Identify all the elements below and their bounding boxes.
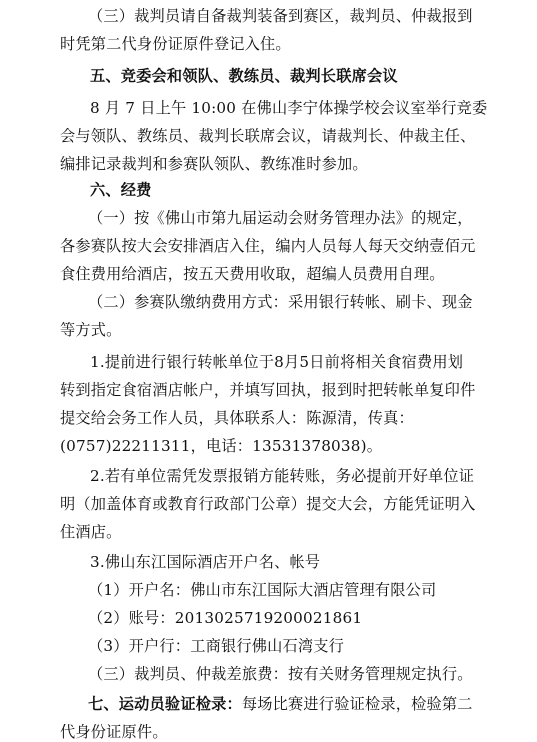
paragraph-line: （三）裁判员、仲裁差旅费：按有关财务管理规定执行。 (88, 665, 473, 683)
paragraph-line: 住酒店。 (60, 523, 122, 541)
section-heading-7: 七、运动员验证检录： (88, 695, 242, 713)
paragraph-line: （1）开户名：佛山市东江国际大酒店管理有限公司 (88, 581, 437, 599)
paragraph-line: （三）裁判员请自备裁判装备到赛区，裁判员、仲裁报到 (88, 7, 473, 25)
section-line-7 (88, 694, 537, 714)
section-heading-6: 六、经费 (90, 181, 152, 199)
paragraph-line: 编排记录裁判和参赛队领队、教练准时参加。 (60, 155, 368, 173)
paragraph-line: 3.佛山东江国际酒店开户名、帐号 (90, 553, 321, 571)
paragraph-line: 各参赛队按大会安排酒店入住，编内人员每人每天交纳壹佰元 (60, 237, 476, 255)
paragraph-line: 时凭第二代身份证原件登记入住。 (60, 35, 291, 53)
paragraph-line: （二）参赛队缴纳费用方式：采用银行转帐、刷卡、现金 (88, 293, 473, 311)
paragraph-line: （2）账号：2013025719200021861 (88, 609, 363, 627)
paragraph-line: 会与领队、教练员、裁判长联席会议，请裁判长、仲裁主任、 (60, 127, 476, 145)
paragraph-line: (0757)22211311，电话：13531378038)。 (60, 437, 383, 455)
paragraph-line: 提交给会务工作人员，具体联系人：陈源清，传真： (60, 409, 414, 427)
section-heading-5: 五、竞委会和领队、教练员、裁判长联席会议 (90, 67, 398, 85)
paragraph-line: 转到指定食宿酒店帐户，并填写回执，报到时把转帐单复印件 (60, 381, 476, 399)
paragraph-line: 代身份证原件。 (60, 723, 168, 741)
paragraph-line: 等方式。 (60, 321, 122, 339)
paragraph-line: （一）按《佛山市第九届运动会财务管理办法》的规定， (88, 209, 473, 227)
section-7-text: 每场比赛进行验证检录，检验第二 (241, 695, 473, 713)
paragraph-line: 2.若有单位需凭发票报销方能转账，务必提前开好单位证 (90, 467, 475, 485)
paragraph-line: 1.提前进行银行转帐单位于8月5日前将相关食宿费用划 (90, 353, 464, 371)
paragraph-line: （3）开户行：工商银行佛山石湾支行 (88, 637, 345, 655)
paragraph-line: 食住费用给酒店，按五天费用收取，超编人员费用自理。 (60, 265, 445, 283)
paragraph-line: 明（加盖体育或教育行政部门公章）提交大会，方能凭证明入 (60, 495, 476, 513)
paragraph-line: 8 月 7 日上午 10:00 在佛山李宁体操学校会议室举行竞委 (90, 99, 488, 117)
